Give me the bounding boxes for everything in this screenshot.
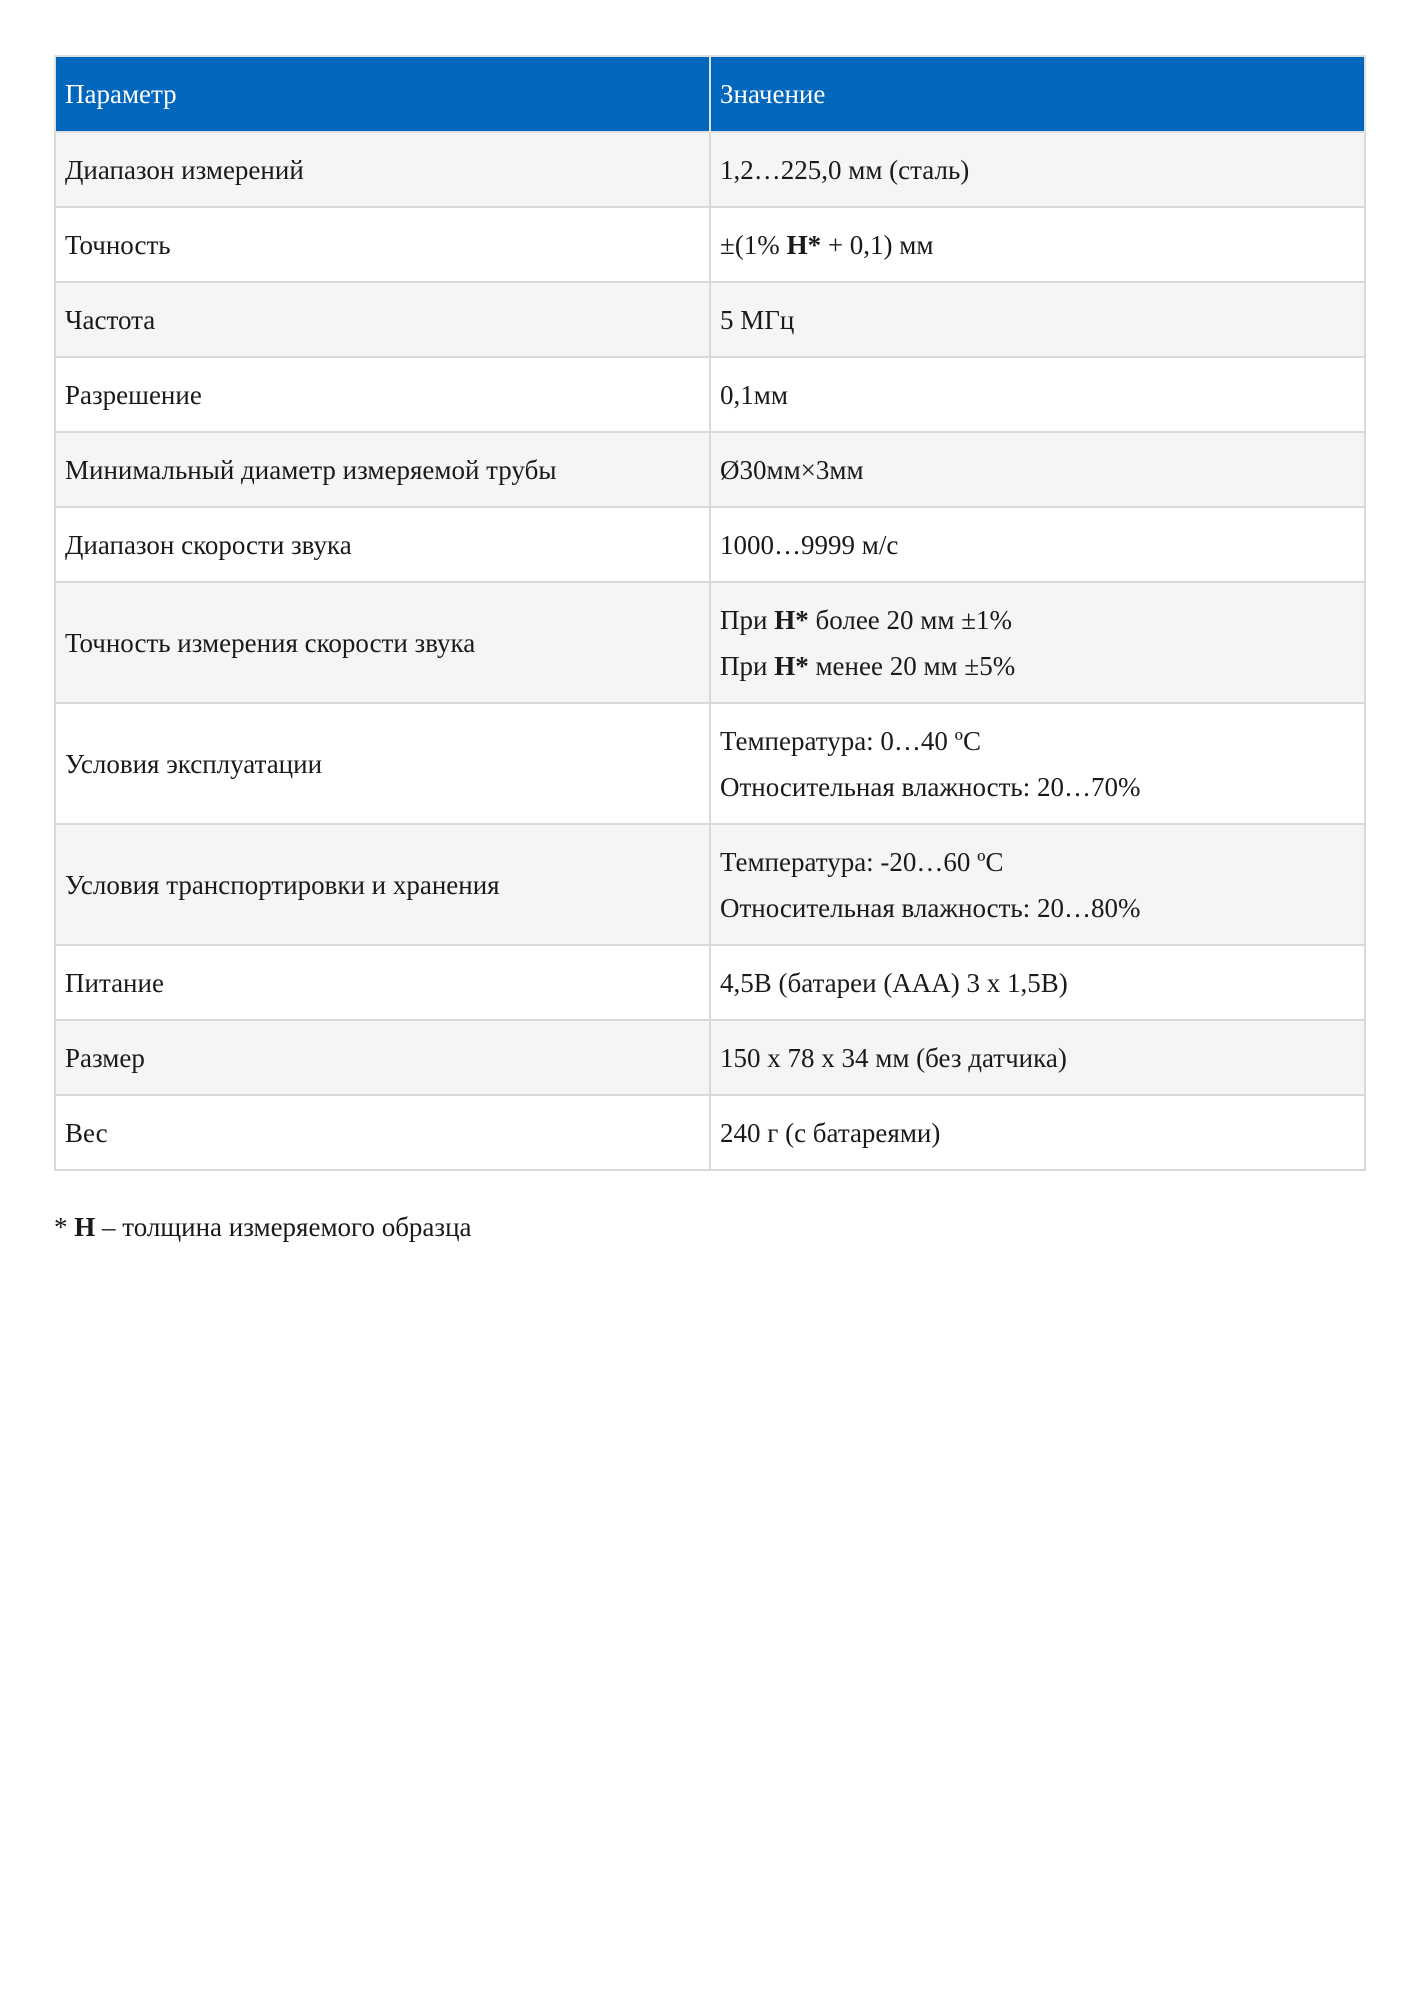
param-cell: Питание [55, 945, 710, 1020]
value-text: + 0,1) мм [821, 229, 934, 260]
table-row [55, 824, 1365, 945]
header-parameter: Параметр [55, 56, 710, 132]
value-cell: 0,1мм [710, 357, 1365, 432]
table-row [55, 282, 1365, 357]
value-text: При [720, 604, 775, 635]
table-row [55, 582, 1365, 703]
value-cell [710, 703, 1365, 824]
param-cell: Вес [55, 1095, 710, 1170]
value-cell: 4,5В (батареи (ААА) 3 х 1,5В) [710, 945, 1365, 1020]
param-cell: Разрешение [55, 357, 710, 432]
value-line [720, 643, 1355, 689]
table-row [55, 507, 1365, 582]
param-cell: Размер [55, 1020, 710, 1095]
value-cell: 150 х 78 х 34 мм (без датчика) [710, 1020, 1365, 1095]
value-cell [710, 207, 1365, 282]
table-row [55, 1095, 1365, 1170]
footnote-symbol: H [74, 1212, 96, 1242]
table-header-row [55, 56, 1365, 132]
value-cell [710, 824, 1365, 945]
param-cell: Диапазон скорости звука [55, 507, 710, 582]
value-cell: 1,2…225,0 мм (сталь) [710, 132, 1365, 207]
table-row [55, 703, 1365, 824]
table-row [55, 132, 1365, 207]
param-cell: Точность измерения скорости звука [55, 582, 710, 703]
param-cell: Условия транспортировки и хранения [55, 824, 710, 945]
table-row [55, 945, 1365, 1020]
param-cell: Минимальный диаметр измеряемой трубы [55, 432, 710, 507]
value-line [720, 597, 1355, 643]
table-row [55, 432, 1365, 507]
param-cell: Условия эксплуатации [55, 703, 710, 824]
h-symbol: H* [786, 229, 822, 260]
table-row [55, 207, 1365, 282]
value-cell: 1000…9999 м/с [710, 507, 1365, 582]
header-value: Значение [710, 56, 1365, 132]
table-row [55, 1020, 1365, 1095]
table-row [55, 357, 1365, 432]
value-cell: Ø30мм×3мм [710, 432, 1365, 507]
value-line: Температура: -20…60 ºС [720, 846, 1004, 877]
value-line: Относительная влажность: 20…80% [720, 892, 1141, 923]
footnote [54, 1204, 472, 1250]
footnote-star: * [54, 1212, 75, 1242]
h-symbol: H* [774, 604, 809, 635]
value-text: ±(1% [720, 229, 787, 260]
spec-table [54, 55, 1366, 1171]
h-symbol: H* [774, 650, 809, 681]
value-text: менее 20 мм ±5% [808, 650, 1016, 681]
param-cell: Диапазон измерений [55, 132, 710, 207]
value-line: Температура: 0…40 ºС [720, 725, 982, 756]
param-cell: Частота [55, 282, 710, 357]
value-line: Относительная влажность: 20…70% [720, 771, 1141, 802]
footnote-text: – толщина измеряемого образца [95, 1212, 472, 1242]
value-text: более 20 мм ±1% [808, 604, 1013, 635]
value-text: При [720, 650, 775, 681]
value-cell: 240 г (с батареями) [710, 1095, 1365, 1170]
param-cell: Точность [55, 207, 710, 282]
value-cell: 5 МГц [710, 282, 1365, 357]
value-cell [710, 582, 1365, 703]
